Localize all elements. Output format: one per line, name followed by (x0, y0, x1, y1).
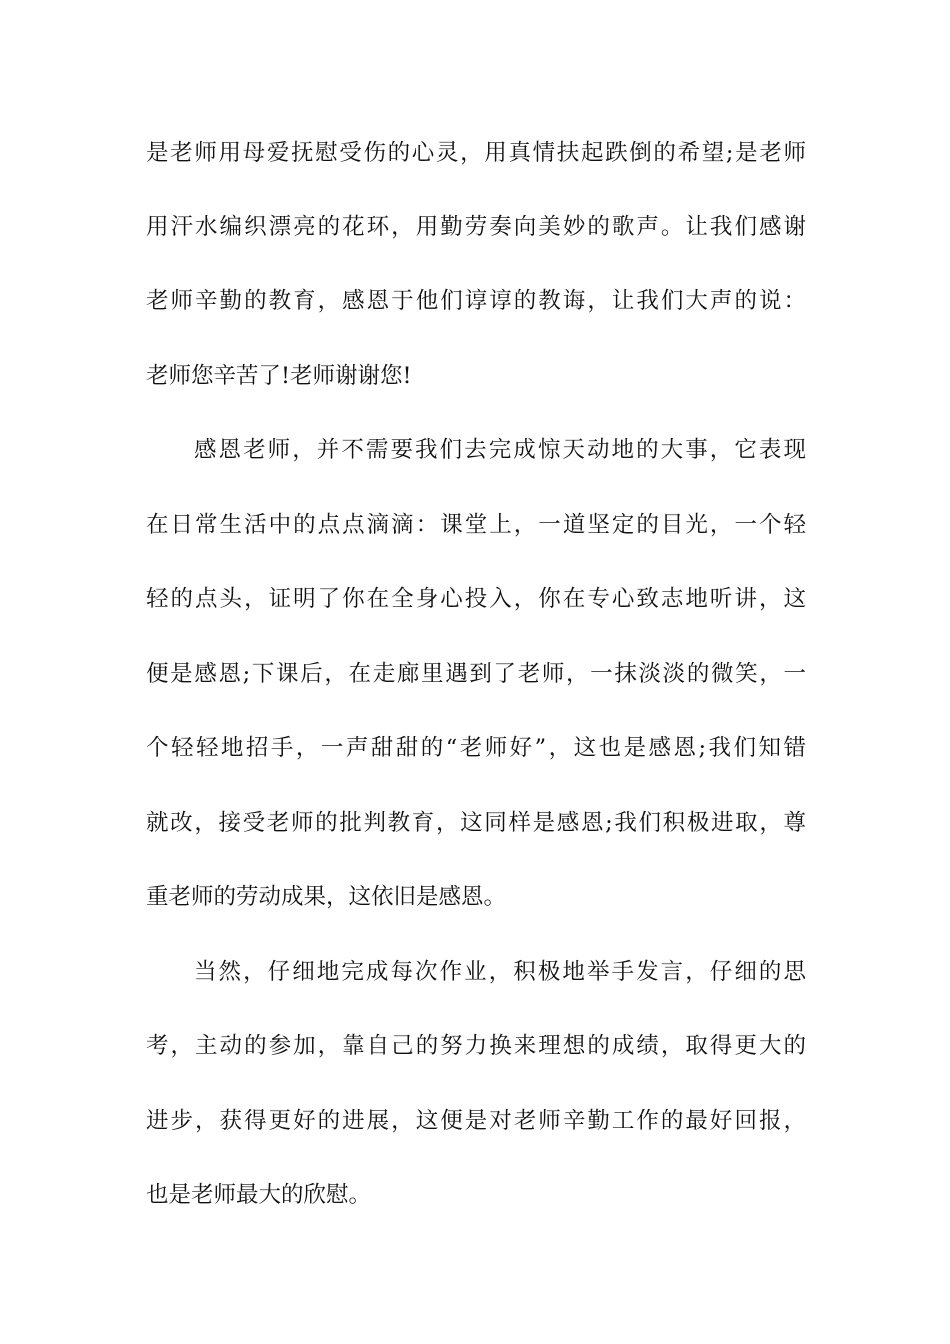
text-line-8: 便是感恩;下课后，在走廊里遇到了老师，一抹淡淡的微笑，一 (146, 661, 806, 687)
text-line-5: 感恩老师，并不需要我们去完成惊天动地的大事，它表现 (194, 437, 806, 463)
text-line-14: 进步，获得更好的进展，这便是对老师辛勤工作的最好回报， (146, 1108, 806, 1134)
text-line-12: 当然，仔细地完成每次作业，积极地举手发言，仔细的思 (194, 959, 806, 985)
text-line-6: 在日常生活中的点点滴滴：课堂上，一道坚定的目光，一个轻 (146, 512, 806, 538)
text-line-10: 就改，接受老师的批判教育，这同样是感恩;我们积极进取，尊 (146, 810, 806, 836)
text-line-4: 老师您辛苦了!老师谢谢您! (146, 363, 412, 389)
text-line-9: 个轻轻地招手，一声甜甜的“老师好”，这也是感恩;我们知错 (146, 735, 806, 761)
text-line-1: 是老师用母爱抚慰受伤的心灵，用真情扶起跌倒的希望;是老师 (146, 140, 806, 166)
text-line-3: 老师辛勤的教育，感恩于他们谆谆的教诲，让我们大声的说： (146, 288, 806, 314)
text-line-2: 用汗水编织漂亮的花环，用勤劳奏向美妙的歌声。让我们感谢 (146, 214, 806, 240)
text-line-13: 考，主动的参加，靠自己的努力换来理想的成绩，取得更大的 (146, 1033, 806, 1059)
text-line-11: 重老师的劳动成果，这依旧是感恩。 (146, 884, 507, 910)
text-line-15: 也是老师最大的欣慰。 (146, 1182, 372, 1208)
text-line-7: 轻的点头，证明了你在全身心投入，你在专心致志地听讲，这 (146, 586, 806, 612)
